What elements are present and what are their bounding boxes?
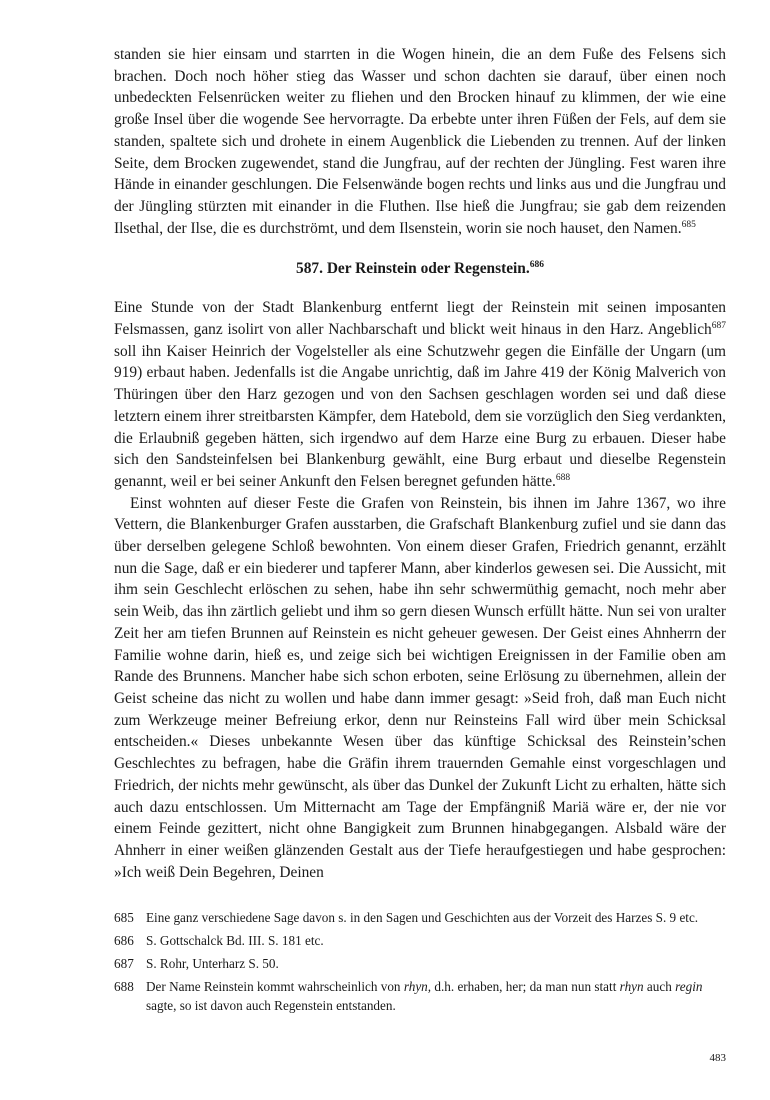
footnote-688 (114, 977, 726, 1015)
footnote-text-part: sagte, so ist davon auch Regenstein entstanden. (146, 998, 396, 1013)
footnote-italic-term: rhyn, (403, 979, 432, 994)
footnote-italic-term: regin (675, 979, 703, 994)
footnote-686 (114, 931, 726, 950)
footnote-ref-688[interactable]: 688 (555, 472, 571, 483)
footnote-text-part: auch (643, 979, 676, 994)
footnote-685 (114, 908, 726, 927)
footnote-text: S. Gottschalck Bd. III. S. 181 etc. (146, 933, 324, 948)
footnote-687 (114, 954, 726, 973)
footnote-ref-686[interactable]: 686 (529, 260, 544, 271)
footnote-text-part: d.h. erhaben, her; da man nun statt (431, 979, 620, 994)
footnote-ref-687[interactable]: 687 (711, 321, 726, 332)
paragraph-text: Eine Stunde von der Stadt Blankenburg entfernt liegt der Reinstein mit seinen imposanten Felsmassen, ganz isolirt von aller Nachbarschaft und blickt weit hinaus in den Harz. Angeblich (114, 299, 726, 339)
footnote-italic-term: rhyn (619, 979, 644, 994)
footnote-number: 688 (114, 979, 134, 994)
paragraph-grafen (114, 493, 726, 884)
heading-text: 587. Der Reinstein oder Regenstein. (296, 260, 530, 278)
footnote-ref-685[interactable]: 685 (681, 219, 696, 230)
footnotes (114, 908, 726, 1019)
paragraph-text: soll ihn Kaiser Heinrich der Vogelsteller als eine Schutzwehr gegen die Einfälle der Ungarn (um 919) erbaut haben. Jedenfalls ist die Angabe unrichtig, daß im Jahre 419 der König Malverich von Thüringen über den Harz gezogen und von den Sachsen geschlagen worden sei und daß diese letztern einem ihrer streitbarsten Kämpfer, dem Hatebold, dem sie vorzüglich den Sieg verdankten, die Erlaubniß gegeben hätten, sich irgendwo auf dem Harze eine Burg zu erbauen. Dieser habe sich den Sandsteinfelsen bei Blankenburg gewählt, eine Burg erbaut und dieselbe Regenstein genannt, weil er bei seiner Ankunft den Felsen beregnet gefunden hätte. (114, 342, 726, 490)
paragraph-reinstein-intro (114, 297, 726, 492)
paragraph-text: Einst wohnten auf dieser Feste die Grafen von Reinstein, bis ihnen im Jahre 1367, wo ihre Vettern, die Blankenburger Grafen ausstarben, die Grafschaft Blankenburg zufiel und sie dann das über derselben gelegene Schloß bewohnten. Von einem dieser Grafen, Friedrich genannt, erzählt nun die Sage, daß er ein biederer und tapferer Mann, aber kinderlos gewesen sei. Die Aussicht, mit ihm sein Geschlecht erlöschen zu sehen, habe ihn sehr schwermüthig gemacht, noch mehr aber sein Weib, das ihn zärtlich geliebt und ihm so gern diesen Wunsch erfüllt hätte. Nun sei von uralter Zeit her am tiefen Brunnen auf Reinstein es nicht geheuer gewesen. Der Geist eines Ahnherrn der Familie wohne darin, hieß es, und zeige sich bei wichtigen Ereignissen in der Familie oben am Rande des Brunnens. Mancher habe sich schon erboten, seine Erlösung zu übernehmen, allein der Geist scheine das nicht zu wollen und habe dann immer gesagt: »Seid froh, daß man Euch nicht zum Werkzeuge meiner Befreiung erkor, denn nur Reinsteins Fall wird über mein Schicksal entscheiden.« Dieses unbekannte Wesen über das künftige Schicksal des Reinstein’schen Geschlechtes zu befragen, habe die Gräfin ihrem trauernden Gemahle einst vorgeschlagen und Friedrich, der nichts mehr gewünscht, als über das Dunkel der Zukunft Licht zu erhalten, hätte sich auch dazu entschlossen. Um Mitternacht am Tage der Empfängniß Mariä wäre er, der nie vor einem Feinde gezittert, nicht ohne Bangigkeit zum Brunnen hinabgegangen. Alsbald wäre der Ahnherr in einer weißen glänzenden Gestalt aus der Tiefe heraufgestiegen und habe gesprochen: »Ich weiß Dein Begehren, Deinen (114, 494, 726, 881)
paragraph-text: standen sie hier einsam und starrten in die Wogen hinein, die an dem Fuße des Felsens sich brachen. Doch noch höher stieg das Wasser und schon dachten sie darauf, über einen noch unbedeckten Felsenrücken weiter zu fliehen und den Brocken hinauf zu klimmen, der wie eine große Insel über die wogende See hervorragte. Da erbebte unter ihren Füßen der Fels, auf dem sie standen, spaltete sich und drohete in einem Augenblick die Liebenden zu trennen. Auf der linken Seite, dem Brocken zugewendet, stand die Jungfrau, auf der rechten der Jüngling. Fest waren ihre Hände in einander geschlungen. Die Felsenwände bogen rechts und links aus und die Jungfrau und der Jüngling stürzten mit einander in die Fluthen. Ilse hieß die Jungfrau; sie gab dem reizenden Ilsethal, der Ilse, die es durchströmt, und dem Ilsenstein, worin sie noch hauset, den Namen. (114, 46, 726, 237)
page-body (114, 44, 726, 883)
footnote-text (146, 977, 726, 1015)
section-heading (114, 258, 726, 279)
page-number: 483 (709, 1052, 726, 1064)
paragraph-ilse-ending (114, 44, 726, 239)
footnote-number: 687 (114, 956, 134, 971)
footnote-text-part: Der Name Reinstein kommt wahrscheinlich von (146, 979, 404, 994)
body-text (114, 44, 726, 883)
footnote-number: 685 (114, 910, 134, 925)
footnote-text: S. Rohr, Unterharz S. 50. (146, 956, 279, 971)
footnote-number: 686 (114, 933, 134, 948)
footnote-text: Eine ganz verschiedene Sage davon s. in den Sagen und Geschichten aus der Vorzeit des Harzes S. 9 etc. (146, 910, 699, 925)
